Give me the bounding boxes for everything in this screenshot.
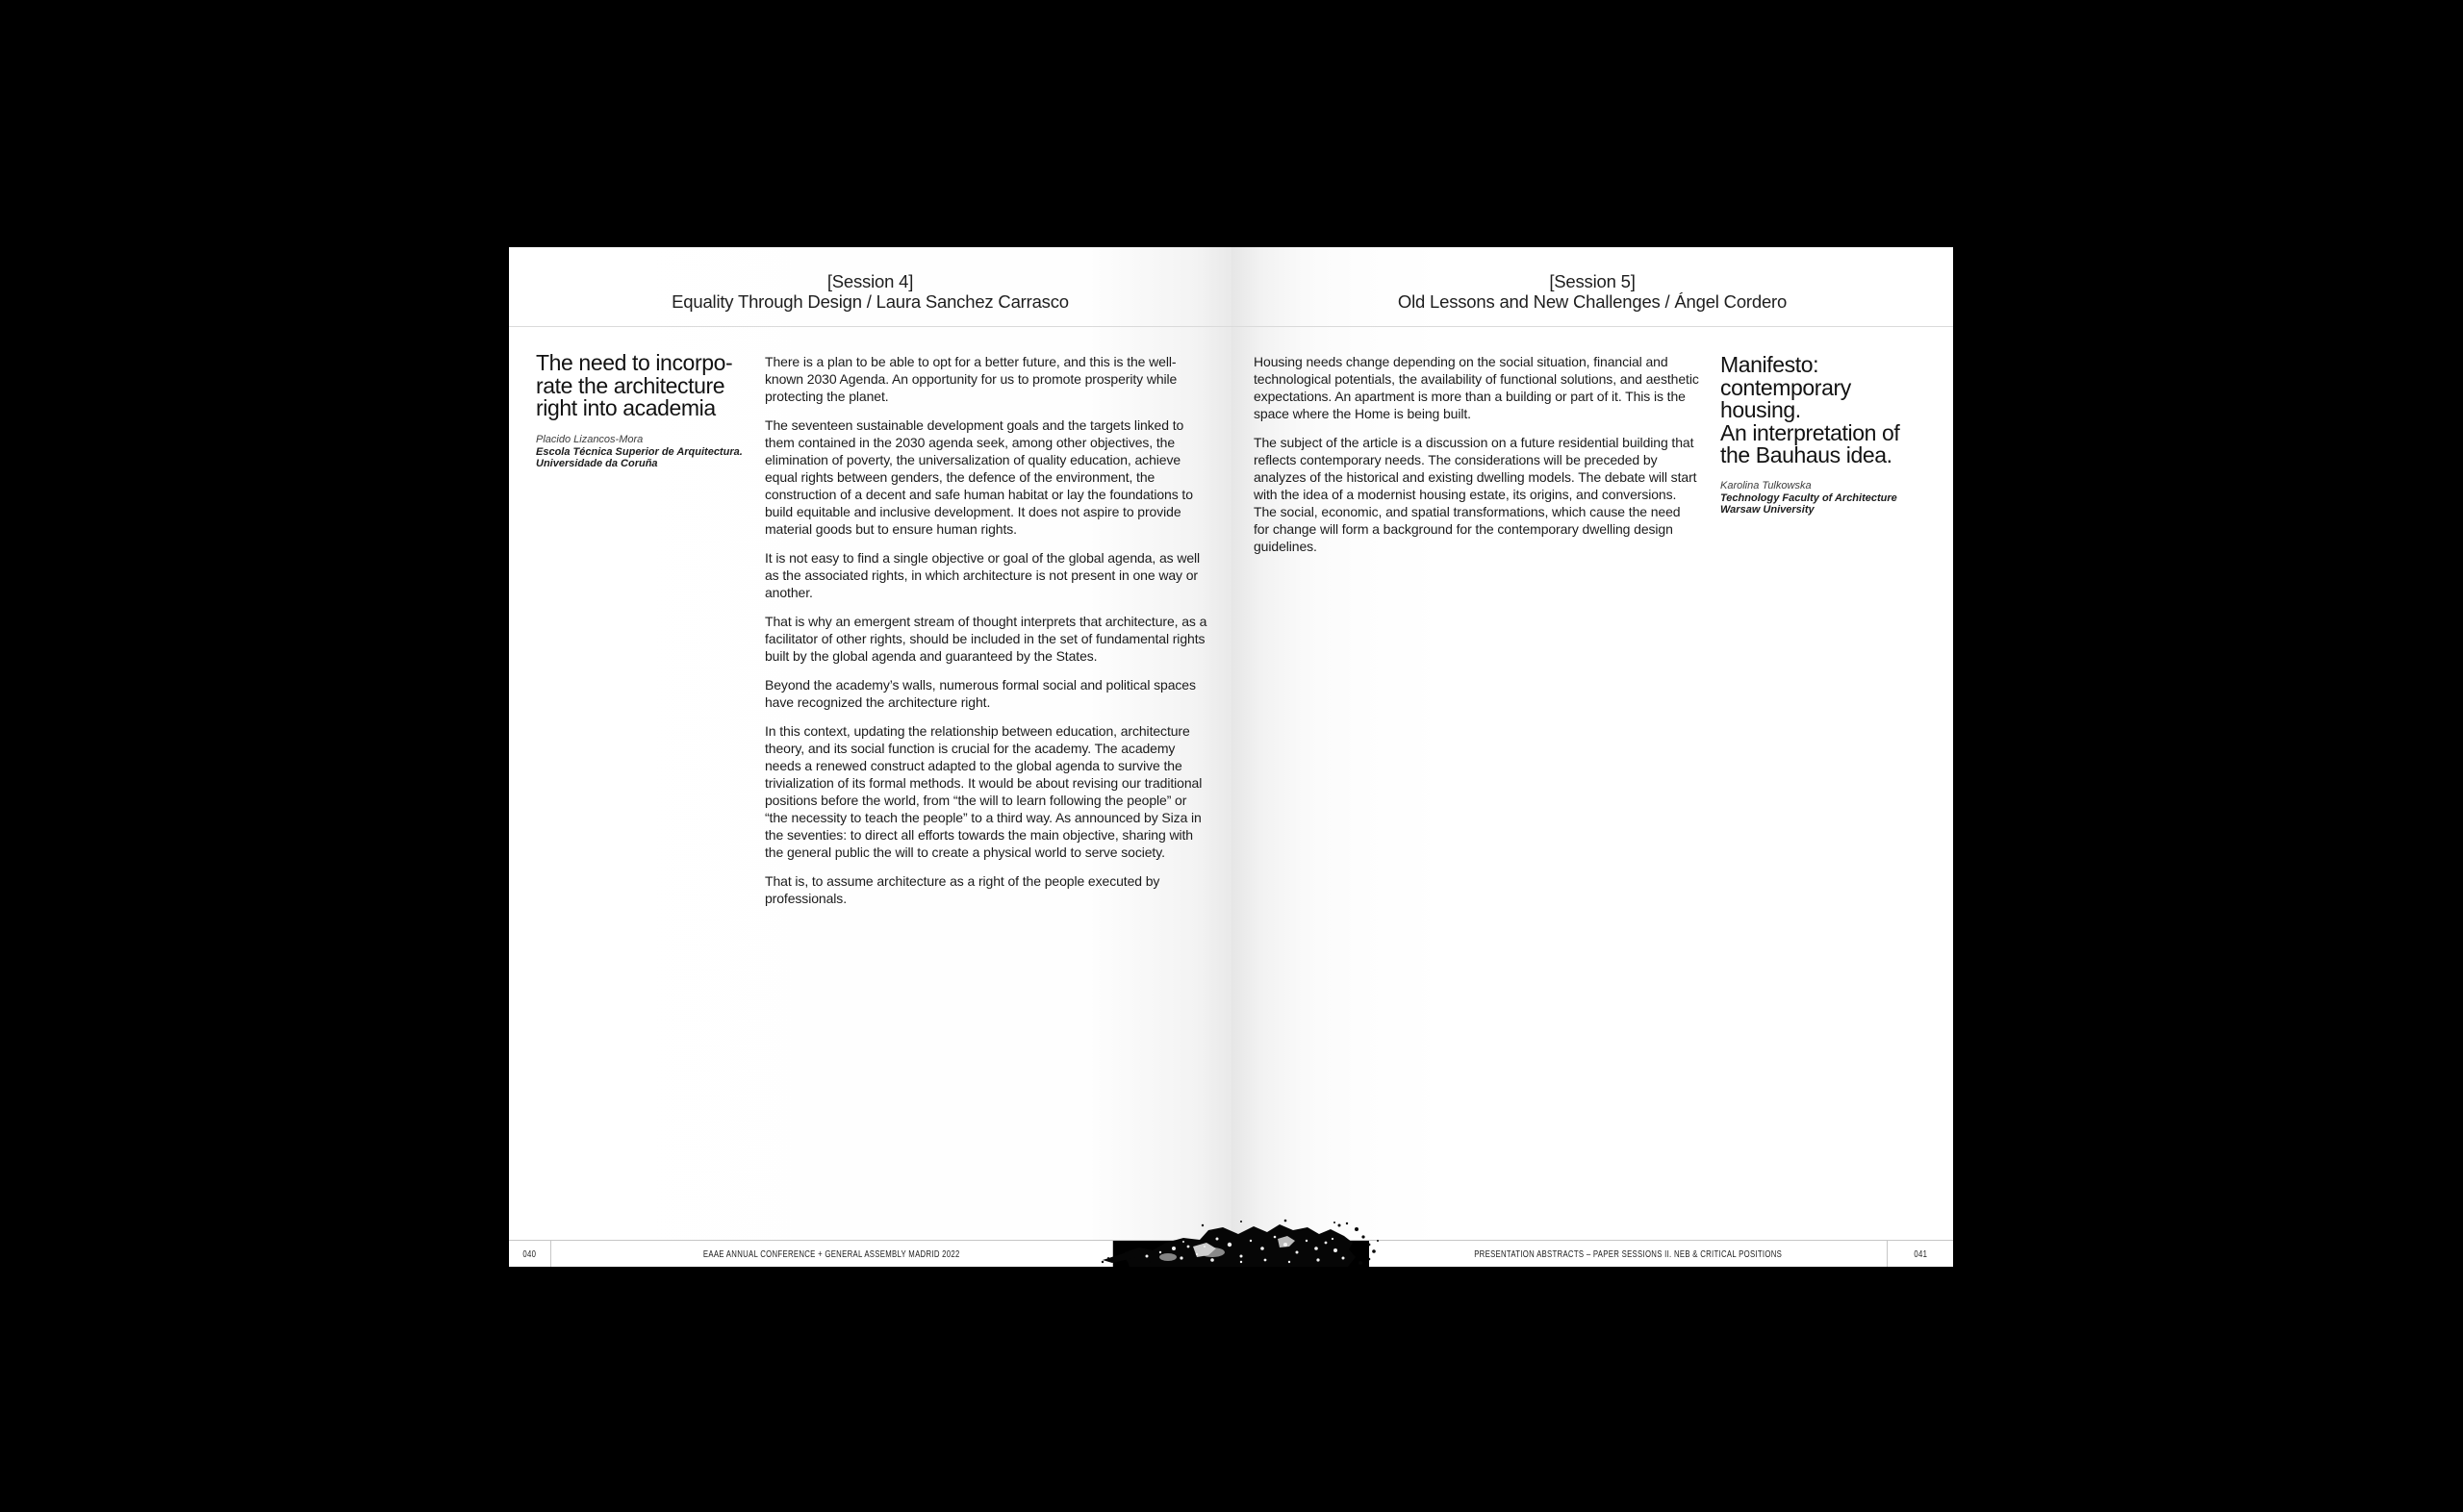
author-name: Karolina Tulkowska bbox=[1720, 480, 1812, 491]
abstract-paragraph: That is, to assume architecture as a right of the people executed by professionals. bbox=[765, 873, 1160, 906]
page-number: 040 bbox=[522, 1247, 537, 1260]
affiliation-line: Escola Técnica Superior de Arquitectura. bbox=[536, 445, 743, 458]
abstract-paragraph: There is a plan to be able to opt for a better future, and this is the well-known 2030 Agenda. An opportunity for us to promote prosperity while protecting the planet. bbox=[765, 354, 1178, 404]
abstract-body-right bbox=[1254, 353, 1699, 567]
page-number-cell bbox=[1888, 1241, 1953, 1267]
abstract-paragraph: Housing needs change depending on the social situation, financial and technological potentials, the availability of functional solutions, and aesthetic expectations. An apartment is more than a building or part of it. This is the space where the Home is being built. bbox=[1254, 354, 1699, 421]
page-left bbox=[509, 247, 1232, 1267]
page-header-right bbox=[1232, 247, 1953, 327]
page-number: 041 bbox=[1914, 1247, 1927, 1260]
page-right bbox=[1232, 247, 1953, 1267]
affiliation-line: Universidade da Coruña bbox=[536, 458, 658, 469]
abstract-paragraph: The seventeen sustainable development goals and the targets linked to them contained in the 2030 agenda seek, among other objectives, the elimination of poverty, the universalization of quality education, achieve equal rights between genders, the defence of the environment, the construction of a decent and safe human habitat or lay the foundations to build equitable and inclusive development. It does not aspire to provide material goods but to ensure human rights. bbox=[765, 417, 1193, 537]
session-subtitle: Old Lessons and New Challenges / Ángel Cordero bbox=[1397, 291, 1788, 312]
author-affiliation bbox=[536, 446, 743, 470]
abstract-paragraph: The subject of the article is a discussion on a future residential building that reflects contemporary needs. The considerations will be preceded by analyzes of the historical and existing dwelling models. The debate will start with the idea of a modernist housing estate, its origins, and conversions. The social, economic, and spatial transformations, which cause the need for change will form a background for the contemporary dwelling design guidelines. bbox=[1254, 435, 1697, 554]
book-spread bbox=[509, 247, 1953, 1267]
session-label: [Session 4] bbox=[826, 271, 914, 291]
affiliation-line: Warsaw University bbox=[1720, 504, 1815, 516]
page-number-cell bbox=[509, 1241, 551, 1267]
author-affiliation bbox=[1720, 492, 1897, 517]
running-title: EAAE ANNUAL CONFERENCE + GENERAL ASSEMBLY MADRID 2022 bbox=[703, 1247, 960, 1260]
abstract-body-left bbox=[765, 353, 1210, 919]
session-subtitle: Equality Through Design / Laura Sanchez Carrasco bbox=[672, 291, 1069, 312]
session-label: [Session 5] bbox=[1549, 271, 1636, 291]
running-title-cell bbox=[551, 1241, 1113, 1267]
article-title-left bbox=[536, 352, 732, 420]
article-title-line: Manifesto: bbox=[1720, 352, 1819, 377]
author-block-right bbox=[1720, 480, 1897, 517]
author-name: Placido Lizancos-Mora bbox=[536, 434, 644, 445]
running-title: PRESENTATION ABSTRACTS – PAPER SESSIONS II. NEB & CRITICAL POSITIONS bbox=[1474, 1247, 1782, 1260]
article-title-line: housing. bbox=[1720, 397, 1801, 422]
article-title-line: contemporary bbox=[1720, 374, 1851, 400]
affiliation-line: Technology Faculty of Architecture bbox=[1720, 491, 1897, 504]
author-block-left bbox=[536, 434, 743, 470]
article-title-line: The need to incorpo- bbox=[536, 350, 733, 375]
abstract-paragraph: In this context, updating the relationship between education, architecture theory, and its social function is crucial for the academy. The academy needs a renewed construct adapted to the global agenda to survive the trivialization of its formal methods. It would be about revising our traditional positions before the world, from “the will to learn following the people” or “the necessity to teach the people” to a third way. As announced by Siza in the seventies: to direct all efforts towards the main objective, sharing with the general public the will to create a physical world to serve society. bbox=[765, 723, 1203, 860]
article-title-line: the Bauhaus idea. bbox=[1720, 442, 1892, 467]
abstract-paragraph: That is why an emergent stream of thought interprets that architecture, as a facilitator of other rights, should be included in the set of fundamental rights built by the global agenda and guaranteed by the States. bbox=[765, 614, 1207, 664]
article-title-right bbox=[1720, 354, 1899, 467]
ink-splatter-icon bbox=[1097, 1217, 1385, 1267]
article-title-line: An interpretation of bbox=[1720, 419, 1900, 445]
page-header-left bbox=[509, 247, 1232, 327]
abstract-paragraph: Beyond the academy’s walls, numerous formal social and political spaces have recognized the architecture right. bbox=[765, 677, 1196, 710]
article-title-line: right into academia bbox=[536, 395, 716, 420]
abstract-paragraph: It is not easy to find a single objective or goal of the global agenda, as well as the associated rights, in which architecture is not present in one way or another. bbox=[765, 550, 1201, 600]
article-title-line: rate the architecture bbox=[536, 372, 725, 398]
running-title-cell bbox=[1369, 1241, 1888, 1267]
